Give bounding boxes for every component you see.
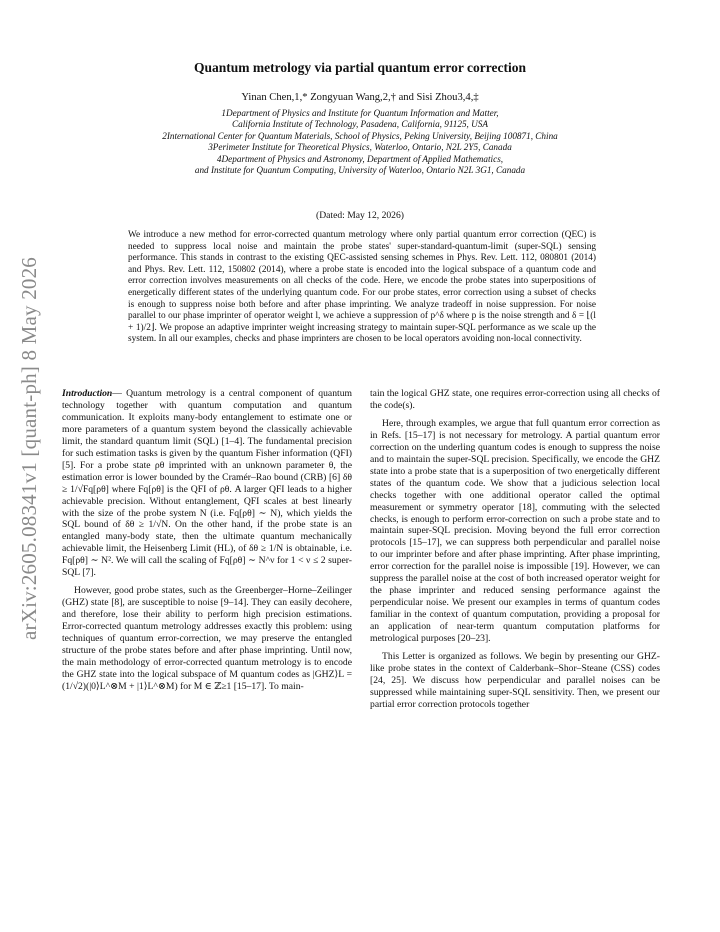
affiliation-line: 2International Center for Quantum Materials, School of Physics, Peking University, Beijing 100871, China [162, 130, 558, 141]
dated-line: (Dated: May 12, 2026) [316, 210, 404, 221]
body-paragraph: tain the logical GHZ state, one requires error-correction using all checks of the code(s). [370, 388, 660, 411]
affiliation-line: California Institute of Technology, Pasadena, California, 91125, USA [232, 119, 488, 130]
body-paragraph: Here, through examples, we argue that full quantum error correction as in Refs. [15–17] is not necessary for metrology. A partial quantum error correction on the underling quantum codes is enough to suppress the noise and to maintain the super-SQL precision. Specifically, we encode the GHZ state into a probe state that is a superposition of two energetically different states of the quantum code. We show that a judicious selection local checks together with one additional operator called the optimal measurement or symmetry operator [18], commuting with the selected checks, is enough to perform error-correction on such a probe state and to maintain super-SQL precision. Moving beyond the full error correction protocols [15–17], we can suppress both perpendicular and parallel noise to our imprinter before and after phase imprinting. After phase imprinting, error correction for the parallel noise is impossible [19]. However, we can suppress the parallel noise at the cost of both increased operator weight for the phase imprinter and reduced sensing performance against the perpendicular noise. We present our examples in terms of quantum codes familiar in the context of quantum computation, providing a proposal for an application of near-term quantum computation platforms for metrological purposes [20–23]. [370, 417, 660, 645]
body-paragraph: This Letter is organized as follows. We begin by presenting our GHZ-like probe states in the context of Calderbank–Shor–Steane (CSS) codes [24, 25]. We discuss how perpendicular and parallel noises can be suppressed while maintaining super-SQL sensitivity. Then, we present our partial error correction protocols together [370, 651, 660, 710]
intro-paragraph [62, 388, 352, 579]
section-lead-introduction: Introduction [62, 388, 113, 399]
paper-title: Quantum metrology via partial quantum error correction [194, 60, 526, 75]
right-column [370, 388, 660, 711]
affiliation-line: 1Department of Physics and Institute for Quantum Information and Matter, [221, 108, 499, 118]
arxiv-identifier-text: arXiv:2605.08341v1 [quant-ph] 8 May 2026 [17, 256, 42, 640]
intro-text: — Quantum metrology is a central component of quantum technology together with quantum computation and quantum communication. It exploits many-body entanglement to estimate one or more parameters of a quantum system beyond the classically achievable limit, the standard quantum limit (SQL) [1–4]. The fundamental precision for such estimation tasks is given by the quantum Fisher information (QFI) [5]. For a probe state ρθ imprinted with an unknown parameter θ, the estimation error is lower bounded by the Cramér–Rao bound (CRB) [6] δθ ≥ 1/√Fq[ρθ] where Fq[ρθ] is the QFI of ρθ. A larger QFI leads to a higher achievable precision. Without entanglement, QFI scales at best linearly with the size of the probe system N (i.e. Fq[ρθ] ∼ N), which yields the SQL bound of δθ ≥ 1/√N. On the other hand, if the probe state is an entangled many-body state, then the ultimate quantum mechanically achievable limit, the Heisenberg Limit (HL), of δθ ≥ 1/N is obtainable, i.e. Fq[ρθ] ∼ N². We will call the scaling of Fq[ρθ] ∼ N^ν for 1 < ν ≤ 2 super-SQL [7]. [62, 388, 352, 579]
arxiv-identifier-stamp [8, 248, 52, 648]
abstract: We introduce a new method for error-corrected quantum metrology where only partial quantum error correction (QEC) is needed to suppress local noise and maintain the probe states' super-standard-quantum-limit (super-SQL) sensing performance. This stands in contrast to the existing QEC-assisted sensing schemes in Phys. Rev. Lett. 112, 080801 (2014) and Phys. Rev. Lett. 112, 150802 (2014), where a probe state is encoded into the logical subspace of a quantum code and error correction involves measurements on all checks of the code. Here, we encode the probe states into superpositions of energetically different states of the underlying quantum code. For our probe states, error correction using a subset of checks is enough to suppress noise both before and after phase imprinting. We analyze tradeoff in noise suppression. For noise parallel to our phase imprinter of operator weight l, we achieve a suppression of p^δ where p is the noise strength and δ = ⌊(l + 1)/2⌋. We propose an adaptive imprinter weight increasing strategy to maintain super-SQL performance as we scale up the system. In all our examples, checks and phase imprinters are chosen to be local operators avoiding non-local connectivity. [128, 230, 596, 345]
affiliation-line: and Institute for Quantum Computing, University of Waterloo, Ontario N2L 3G1, Canada [194, 165, 526, 176]
left-column [62, 388, 352, 693]
affiliations [90, 108, 630, 176]
body-paragraph: However, good probe states, such as the Greenberger–Horne–Zeilinger (GHZ) state [8], are susceptible to noise [9–14]. They can easily decohere, and therefore, lose their ability to perform high precision estimations. Error-corrected quantum metrology addresses exactly this problem: using techniques of quantum error-correction, we may preserve the entangled structure of the probe states before and after phase imprinting. Until now, the main methodology of error-corrected quantum metrology is to encode the GHZ state into the logical subspace of M quantum codes as |GHZ⟩L = (1/√2)(|0⟩L^⊗M + |1⟩L^⊗M) for M ∈ ℤ≥1 [15–17]. To main- [62, 585, 352, 692]
affiliation-line: 3Perimeter Institute for Theoretical Physics, Waterloo, Ontario, N2L 2Y5, Canada [208, 142, 512, 153]
affiliation-line: 4Department of Physics and Astronomy, Department of Applied Mathematics, [216, 153, 504, 164]
author-list: Yinan Chen,1,* Zongyuan Wang,2,† and Sisi Zhou3,4,‡ [241, 92, 479, 103]
